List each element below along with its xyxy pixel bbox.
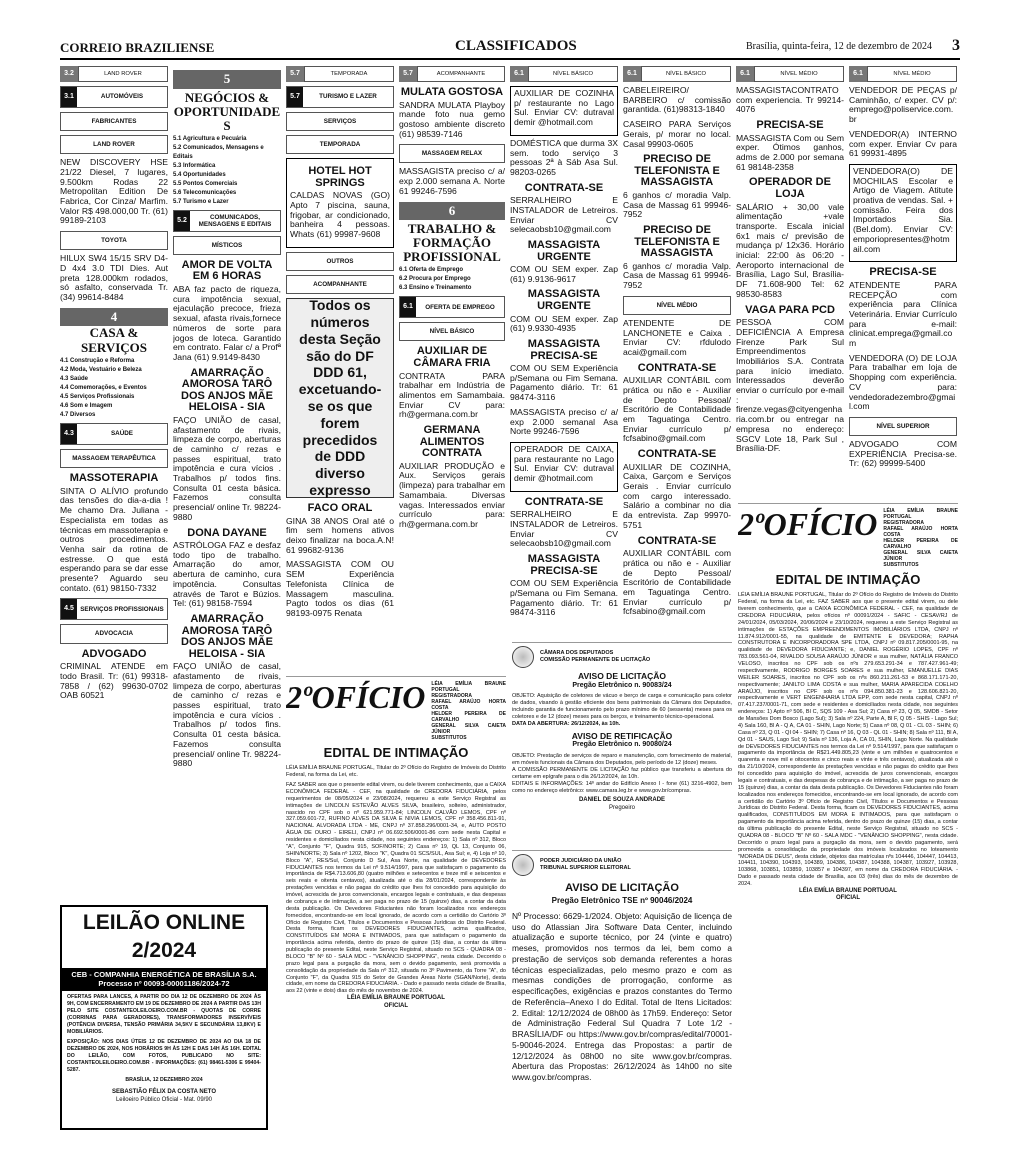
ad-heading: MASSOTERAPIA <box>69 472 159 485</box>
column-tab: 6.1 NÍVEL MÉDIO <box>849 66 957 82</box>
brasao-icon <box>512 646 534 668</box>
ad-heading: CONTRATA-SE <box>524 181 604 194</box>
column-5 <box>510 66 618 646</box>
section-automoveis: 3.1 AUTOMÓVEIS <box>60 86 168 108</box>
notice-title: AVISO DE LICITAÇÃO <box>565 882 679 894</box>
classified-ad: SERRALHEIRO E INSTALADOR de Letreiros. Enviar CV selecaobsb10@gmail.com <box>510 509 618 549</box>
column-tab: 6.1 NÍVEL BÁSICO <box>510 66 618 82</box>
ad-heading: HOTEL HOT SPRINGS <box>308 165 372 189</box>
classified-ad: MASSAGISTA COM OU SEM Experiência Telefonista Clínica de Massagem masculina. Pagto todos os dias (61 98193-0975 Renata <box>286 559 394 618</box>
boxed-ad: AUXILIAR DE COZINHA p/ restaurante no Lago Sul. Enviar CV: dutraval demir @hotmail.com <box>510 86 618 136</box>
classified-ad: NEW DISCOVERY HSE 21/22 Diesel, 7 lugares, 9.500km Rodas 22 Metropolitan Edition De Fabrica, Cor Cinza/ Marfim. Valor R$ 498.000,00 Tr. (61) 99189-2103 <box>60 157 168 226</box>
classified-ad: HILUX SW4 15/15 SRV D4-D 4x4 3.0 TDI Dies. Aut preta 128.000km rodados, só asfalto, conservada Tr. (34) 99614-8484 <box>60 253 168 303</box>
column-6 <box>623 66 731 646</box>
classified-ad: MASSAGISTA Com ou Sem exper. Ótimos ganhos, adms de 2.000 por semana 61 98148-2358 <box>736 132 844 172</box>
classified-ad: ABA faz pacto de riqueza, cura impotência sexual, ejaculação precoce, frieza sexual, afasta rivais,fornece números de sorte para jogos de loteca. Garantido em contrato. Falar c/ a Profª Jana (61) 9.9149-8430 <box>173 283 281 362</box>
classified-ad: CABELEIREIRO/ BARBEIRO c/ comissão garantida. (61)98313-1840 <box>623 85 731 115</box>
ad-heading: CONTRATA-SE <box>637 448 717 461</box>
subsection-advocacia: ADVOCACIA <box>60 624 168 643</box>
column-7 <box>736 66 844 506</box>
column-8 <box>849 66 957 506</box>
classified-ad: FAÇO UNIÃO de casal, afastamento de rivais, limpeza de corpo, aberturas de caminho c/ rezas e passes espiritual, trato impotência e cura vícios . Trabalhos p/ todos fins. Consulta 01 cesta básica. Fazemos consulta presencial/ online Tr. 98224-9880 <box>173 661 281 769</box>
classified-ad: CALDAS NOVAS (GO) Apto 7 piscina, sauna, frigobar, ar condicionado, banheira 4 pessoas. Whats (61) 99987-9608 <box>290 190 390 240</box>
boxed-ad: VENDEDORA(O) DE MOCHILAS Escolar e Artigo de Viagem. Atitute proativa de vendas. Sal. + comissão. Feira dos Importados Sia. (Bel.dom). Enviar CV: emporiopresentes@hotmail.com <box>849 164 957 262</box>
classified-ad: ATENDENTE DE LANCHONETE e Caixa . Enviar CV: rfdulodo acai@gmail.com <box>623 317 731 357</box>
ad-heading: MASSAGISTA PRECISA-SE <box>527 553 601 577</box>
boxed-ad: OPERADOR DE CAIXA, para restaurante no Lago Sul. Enviar CV: dutraval demir @hotmail.com <box>510 442 618 492</box>
classified-ad: CASEIRO PARA Serviços Gerais, p/ morar no local. Casal 99903-0605 <box>623 119 731 149</box>
category-index: 5.1 Agricultura e Pecuária 5.2 Comunicados, Mensagens e Editais 5.3 Informática 5.4 Oportunidades 5.5 Pontos Comerciais 5.6 Telecomunicações 5.7 Turismo e Lazer <box>173 135 264 205</box>
subsection-fabricantes: FABRICANTES <box>60 112 168 131</box>
classified-ad: VENDEDOR(A) INTERNO com exper. Enviar Cv para 61 99931-4895 <box>849 128 957 159</box>
classified-ad: 6 ganhos c/ moradia Valp. Casa de Massag 61 99946-7952 <box>623 260 731 291</box>
classified-ad: AUXILIAR CONTÁBIL com prática ou não e - Auxiliar de Depto Pessoal/ Escritório de Contabilidade em Taguatinga Centro. Enviar currículo p/ fcfsabino@gmail.com <box>623 375 731 444</box>
classified-ad: COM OU SEM Experiência p/Semana ou Fim Semana. Pagamento diário. Tr: 61 98474-3116 <box>510 363 618 403</box>
classified-ad: 6 ganhos c/ moradia Valp. Casa de Massag 61 99946-7952 <box>623 189 731 220</box>
ad-heading: PRECISO DE TELEFONISTA E MASSAGISTA <box>634 223 720 260</box>
notice-signature-role: OFICIAL <box>836 895 860 902</box>
ad-heading: MULATA GOSTOSA <box>400 86 504 98</box>
classified-ad: DOMÉSTICA que durma 3X sem. todo serviço 3 pessoas 2ª à Sáb Asa Sul. 98203-0265 <box>510 137 618 177</box>
column-tab: 6.1 NÍVEL BÁSICO <box>623 66 731 82</box>
classified-ad: MASSAGISTA preciso c/ a/ exp 2.000 semana A. Norte 61 99246-7596 <box>399 166 505 196</box>
registrar-list: LÉIA EMÍLIA BRAUNE PORTUGAL REGISTRADORA RAFAEL ARAÚJO HORTA COSTA HELDER PEREIRA DE CARVALHO GENERAL SILVA CAIETA JÚNIOR SUBSTITUTOS <box>883 508 958 568</box>
classified-ad: ATENDENTE PARA RECEPÇÃO com experiência para Clínica Veterinária. Enviar Currículo para e-mail: clinicat.emprega@gmail.com <box>849 279 957 349</box>
notice-title: AVISO DE LICITAÇÃO <box>578 671 666 681</box>
subsection-toyota: TOYOTA <box>60 231 168 250</box>
notice-subtitle: Pregão Eletrônico TSE nº 90046/2024 <box>551 895 693 905</box>
ad-heading: AUXILIAR DE CÂMARA FRIA <box>413 345 491 370</box>
ddd-notice: Todos os números desta Seção são do DF DDD 61, excetuando-se os que forem precedidos de DDD diverso expresso <box>286 298 394 498</box>
column-tab: 5.7 ACOMPANHANTE <box>399 66 505 82</box>
ad-heading: AMARRAÇÃO AMOROSA TARÔ DOS ANJOS MÃE HELOISA - SIA <box>181 366 273 414</box>
boxed-ad <box>286 158 394 248</box>
ad-heading: PRECISA-SE <box>869 266 937 279</box>
section-oferta-emprego: 6.1 OFERTA DE EMPREGO <box>399 296 505 318</box>
classified-ad: COM OU SEM Experiência p/Semana ou Fim Semana. Pagamento diário. Tr: 61 98474-3116 <box>510 578 618 618</box>
subsection-land-rover: LAND ROVER <box>60 135 168 154</box>
registry-logo <box>738 508 958 568</box>
auctioneer-signature: SEBASTIÃO FÉLIX DA COSTA NETO <box>111 1089 216 1096</box>
ad-heading: CONTRATA-SE <box>637 361 717 374</box>
ad-heading: CONTRATA-SE <box>637 534 717 547</box>
ad-heading: VAGA PARA PCD <box>745 303 835 316</box>
classified-ad: CRIMINAL ATENDE em todo Brasil. Tr: (61) 99318-7858 / (62) 99630-0702 OAB 60521 <box>60 661 168 701</box>
classified-ad: ADVOGADO COM EXPERIÊNCIA Precisa-se. Tr: (62) 99999-5400 <box>849 439 957 469</box>
classified-ad: MASSAGISTACONTRATO com experiencia. Tr 99214-4076 <box>736 85 844 115</box>
category-number: 5 <box>173 70 281 89</box>
ad-heading: MASSAGISTA PRECISA-SE <box>527 337 601 362</box>
cartorio-logo: 2ºOFÍCIO <box>286 679 426 715</box>
column-1 <box>60 66 168 902</box>
subsection-outros: OUTROS <box>286 252 394 271</box>
subsection-misticos: MÍSTICOS <box>173 236 281 255</box>
ad-heading: PRECISA-SE <box>756 119 824 132</box>
subsection-nivel-superior: NÍVEL SUPERIOR <box>849 417 957 436</box>
subsection-nivel-medio: NÍVEL MÉDIO <box>623 296 731 315</box>
registrar-list: LÉIA EMÍLIA BRAUNE PORTUGAL REGISTRADORA RAFAEL ARAÚJO HORTA COSTA HELDER PEREIRA DE CARVALHO GENERAL SILVA CAIETA JÚNIOR SUBSTITUTOS <box>431 681 506 741</box>
classified-ad: GINA 38 ANOS Oral até o fim sem homens ativos deixo finalizar na boca.A.N! 61 99682-9136 <box>286 515 394 555</box>
notice-subtitle: Pregão Eletrônico n. 90083/24 <box>572 681 672 689</box>
classified-ad: SINTA O ALÍVIO profundo das tensões do dia-a-dia ! Me chamo Dra. Juliana - Especialista em todas as técnicas em massoterapia e outros procedimentos. Venha sair da rotina de estresse. O que está esperando para se dar esse presente? Aguardo seu contato. (61) 98150-7332 <box>60 485 168 593</box>
ad-heading: ADVOGADO <box>81 647 147 660</box>
classified-ad: SALÁRIO + 30,00 vale alimentação +vale transporte. Escala inicial 6x1 mais c/ previsão de mudança p/ 12x36. Horário inicial: 22:00 às 06:20 - Aeroporto internacional de Brasília, Lago Sul, Brasília-DF 71.608-900 Tel: 62 98530-8583 <box>736 201 844 299</box>
column-3 <box>286 66 394 666</box>
classified-ad: COM OU SEM exper. Zap (61) 9.9136-9617 <box>510 264 618 284</box>
category-number: 6 <box>399 202 505 221</box>
ad-heading: FACO ORAL <box>307 502 373 515</box>
page-header <box>60 38 960 60</box>
issue-date: Brasília, quinta-feira, 12 de dezembro de 2024 <box>745 41 932 52</box>
category-index: 4.1 Construção e Reforma 4.2 Moda, Vestuário e Beleza 4.3 Saúde 4.4 Comemorações, e Eventos 4.5 Serviços Profissionais 4.6 Som e Imagem 4.7 Diversos <box>60 358 147 419</box>
classified-ad: CONTRATA PARA trabalhar em Indústria de alimentos em Samambaia. Enviar CV para: rh@germana.com.br <box>399 370 505 420</box>
classified-ad: AUXILIAR PRODUÇÃO e Aux. Serviços gerais (limpeza) para trabalhar em Samambaia. Diversas vagas. Interessados enviar currículo para: rh@germana.com.br <box>399 460 505 529</box>
classified-ad: VENDEDORA (O) DE LOJA Para trabalhar em loja de Shopping com experiência. CV para: vendedoradezembro@gmail.com <box>849 352 957 412</box>
section-comunicados: 5.2 COMUNICADOS, MENSAGENS E EDITAIS <box>173 210 281 232</box>
ad-heading: CONTRATA-SE <box>524 495 604 508</box>
newspaper-name: CORREIO BRAZILIENSE <box>60 40 215 55</box>
edital-intimacao-2 <box>738 503 958 1143</box>
classified-ad: VENDEDOR DE PEÇAS p/ Caminhão, c/ exper. CV p/: emprego@poliservice.com.br <box>849 85 957 125</box>
category-title: TRABALHO & FORMAÇÃO PROFISSIONAL <box>403 221 501 265</box>
tse-aviso-licitacao: PODER JUDICIÁRIO DA UNIÃO TRIBUNAL SUPERIOR ELEITORAL AVISO DE LICITAÇÃO Pregão Eletrônico TSE nº 90046/2024 Nº Processo: 6629-1/2024. Objeto: Aquisição de licença de uso do Atlassian Jira Software Data Center, incluindo atualização e suporte técnico, por 24 (vinte e quatro) meses, promovidos nos termos da lei, bem como a prestação de serviços sob demanda referentes a horas técnicas especializadas, pelo mesmo prazo e com as mesmas condições de prorrogação, conforme as especificações, exigências e prazos constantes do Termo de Referência–Anexo I do Edital. Total de Itens Licitados: 2. Edital: 12/12/2024 de 08h00 às 17h59. Endereço: Setor de Administração Federal Sul Quadra 7 Lote 1/2 - BRASÍLIA/DF ou https://www.gov.br/compras/edital/70001-5-90046-2024. Entrega das Propostas: a partir de 12/12/2024 às 08h00 no site www.gov.br/compras. Abertura das Propostas: 26/12/2024 às 14h00 no site www.gov.br/compras. <box>512 850 732 1144</box>
classified-ad: MASSAGISTA preciso c/ a/ exp 2.000 semanal Asa Norte 99246-7596 <box>510 406 618 437</box>
ad-heading: MASSAGISTA URGENTE <box>527 238 601 263</box>
classified-ad: SERRALHEIRO E INSTALADOR de Letreiros. Enviar CV selecaobsb10@gmail.com <box>510 195 618 235</box>
notice-signature-role: OFICIAL <box>384 1002 408 1009</box>
auction-title: LEILÃO ONLINE 2/2024 <box>82 911 246 963</box>
column-2 <box>173 66 281 902</box>
notice-intro: LÉIA EMÍLIA BRAUNE PORTUGAL, Titular do 2º Ofício do Registro de Imóveis do Distrito Federal, na forma da Lei, etc. <box>286 765 506 779</box>
category-title: NEGÓCIOS & OPORTUNIDADES <box>173 89 281 133</box>
notice-title: AVISO DE RETIFICAÇÃO <box>571 730 673 741</box>
ad-heading: PRECISO DE TELEFONISTA E MASSAGISTA <box>634 153 720 189</box>
classified-ad: AUXILIAR CONTÁBIL com prática ou não e - Auxiliar de Depto Pessoal/ Escritório de Contabilidade em Taguatinga Centro. Enviar currículo p/ fcfsabino@gmail.com <box>623 548 731 617</box>
edital-intimacao-1 <box>286 676 506 1144</box>
ad-heading: MASSAGISTA URGENTE <box>527 288 601 313</box>
ad-heading: GERMANA ALIMENTOS CONTRATA <box>419 424 485 460</box>
category-title: CASA & SERVIÇOS <box>80 325 147 355</box>
ad-heading: AMARRAÇÃO AMOROSA TARÔ DOS ANJOS MÃE HELOISA - SIA <box>181 613 273 660</box>
ad-heading: AMOR DE VOLTA EM 6 HORAS <box>181 258 273 283</box>
cartorio-logo: 2ºOFÍCIO <box>738 506 878 542</box>
subsection-temporada: TEMPORADA <box>286 135 394 154</box>
section-title: CLASSIFICADOS <box>455 38 577 54</box>
ad-heading: DONA DAYANE <box>187 526 267 539</box>
ad-heading: OPERADOR DE LOJA <box>749 176 831 201</box>
notice-signature: LÉIA EMÍLIA BRAUNE PORTUGAL <box>799 887 897 894</box>
category-number: 4 <box>60 308 168 327</box>
column-tab: 3.2 LAND ROVER <box>60 66 168 82</box>
classified-ad: ASTRÓLOGA FAZ e desfaz todo tipo de trabalho. Amarração do amor, abertura de caminho, cura impotência. Consultas através de Tarot e Búzios. Tel: (61) 98158-7594 <box>173 540 281 609</box>
auction-company: CEB - COMPANHIA ENERGÉTICA DE BRASÍLIA S.A. Processo nº 00093-00001186/2024-72 <box>62 968 266 992</box>
column-tab: 6.1 NÍVEL MÉDIO <box>736 66 844 82</box>
subsection-massagem: MASSAGEM TERAPÊUTICA <box>60 449 168 468</box>
notice-body: LÉIA EMÍLIA BRAUNE PORTUGAL, Titular do 2º Ofício do Registro de Imóveis do Distrito Federal, na forma da Lei, etc. FAZ SABER aos que o presente edital virem, ou dele tiverem conhecimento, que a CAIXA ECONÔMICA FEDERAL - CEF, na qualidade de CREDORA FIDUCIÁRIA, pelos ofícios nº 00091/2024 - SAFIC - CESAV/RJ de 24/01/2024, 05/03/2024, 20/06/2024 e 23/10/2024, requereu a este Serviço Registral as intimações de ESTAÇÕES EMPREENDIMENTOS IMOBILIÁRIOS LTDA, CNPJ nº 11.874.912/0001-55, na qualidade de EMITENTE E DEVEDORA; RAPHA CONSTRUTORA E INCORPORADORA SPE LTDA, CNPJ nº 09.817.205/0001-95, na qualidade de DEVEDORA FIDUCIANTE; e, DANIEL ROGÉRIO LOPES, CPF nº 783.093.561-04, RIVALDO SOUSA ARAÚJO JÚNIOR e sua mulher, NATÁLIA FRANCO VELOSO, inscritos no CPF sob os nºs 279.653.291-34 e 787.427.961-49; respectivamente, RODRIGO BORGES SOARES e sua mulher, EMANUELLE DIAS WEILER SOARES, inscritos no CPF sob os nºs 860.211.261-53 e 868.171.171-20, respectivamente; JANILTO LIMA COSTA e sua mulher, MARIA APARECIDA COELHO ARAÚJO, inscritos no CPF sob os nºs 094.850.381-23 e 128.606.821-20, respectivamente e VERT ENGENHARIA LTDA EPP, com sede nesta capital, CNPJ nº 07.417.237/0001-71, com sede e residentes e domiciliados nesta cidade, nos seguintes endereços: 1) Apto nº 506, Bl C, SQS 109 - Asa Sul; 2) Casa nº 23, Q 05, SMDB - Setor de Mansões Dom Bosco (Lago Sul); 3) Sala nº 224, Parte A, Bl F, Q 05 - SHIS - Lago Sul; 4) Sala 160, Bl A - Q A, CA 01 - SHIN, Lago Norte; 5) Casa nº 08, Q 01 - CL 03 - SHIN; 6) Casa nº 23, Q 01 - QI 04 - SHIN; 7) Casa nº 16, Q 03 - QL 01 - SHIN; 8) Sala nº 111, Bl A, Qd 01 - SAUS, Lago Sul; 9) Sala nº 136, Loja A, CA 01, SHIN, Lago Norte. Na qualidade de DEVEDORES FIDUCIANTES nos termos da Lei nº 9.514/1997, para que satisfaçam o pagamento da importância de R$21.449.805,23 (vinte e um milhões e quatrocentos e quarenta e nove mil e oitocentos e cinco reais e vinte e três centavos), atualizada até o dia 21/10/2024, correspondente às prestações vencidas e não pagas do crédito que lhes foi concedido para aquisição do imóvel, acrescida de juros convencionais, encargos legais e contratuais, e das despesas de cobrança e de intimação, a ser paga no prazo de 15 (quinze) dias, a contar da data desta publicação. Os Devedores Fiduciantes não foram localizados nos endereços fornecidos, encontrando-se em local ignorado, de acordo com a certidão do Cartório 3º Ofício de Registro Civil, Títulos e Documentos e Pessoas Jurídicas do Distrito Federal. Desta forma, ficam os DEVEDORES FIDUCIANTES, acima qualificados, CONSTITUÍDOS EM MORA E INTIMADOS, para que satisfaçam o pagamento da importância acima referida, dentro do prazo de quinze (15) dias, a contar da última publicação do presente Edital, neste Serviço Registral, situado no SCS - QUADRA 08 - BLOCO "B" Nº 60 - SALA MDC - "VENÂNCIO SHOPPING", nesta cidade. Decorrido o prazo legal para a purgação da mora, sem o devido pagamento, será promovida a consolidação da propriedade dos imóveis localizados no loteamento "MORADA DE DEUS", desta cidade, objetos das matrículas nºs 104446, 104447, 104413, 104411, 104390, 104393, 104389, 104386, 104387, 104388, 104387, 103927, 103928, 103868, 103851, 103859, 103857 e 104397, em nome da CREDORA FIDUCIÁRIA. - Dado e passado nesta cidade de Brasília, aos 03 (três) dias do mês de dezembro de 2024. <box>738 592 958 887</box>
category-index: 6.1 Oferta de Emprego 6.2 Procura por Emprego 6.3 Ensino e Treinamento <box>399 267 472 292</box>
column-tab: 5.7 TEMPORADA <box>286 66 394 82</box>
section-servicos-profissionais: 4.5 SERVIÇOS PROFISSIONAIS <box>60 598 168 620</box>
subsection-nivel-basico: NÍVEL BÁSICO <box>399 322 505 341</box>
registry-logo <box>286 681 506 741</box>
camara-aviso-licitacao: CÂMARA DOS DEPUTADOS COMISSÃO PERMANENTE DE LICITAÇÃO AVISO DE LICITAÇÃO Pregão Eletrônico n. 90083/24 OBJETO: Aquisição de coletores de vácuo e berço de carga e comunicação para coletor de dados, visando à gestão eficiente dos bens patrimoniais da Câmara dos Deputados, incluindo garantia de funcionamento pelo prazo mínimo de 60 (sessenta) meses para os coletores e de 12 (doze) meses para os berços, e treinamento técnico-operacional. DATA DA ABERTURA: 26/12/2024, às 10h. AVISO DE RETIFICAÇÃO Pregão Eletrônico n. 90080/24 OBJETO: Prestação de serviços de reparo e manutenção, com fornecimento de material, em móveis funcionais da Câmara dos Deputados, pelo período de 12 (doze) meses. A COMISSÃO PERMANENTE DE LICITAÇÃO faz público que transferiu a abertura do certame em epígrafe para o dia 26/12/2024, às 10h. EDITAIS E INFORMAÇÕES: 14º andar do Edifício Anexo I - fone (61) 3216-4902, bem como no endereço eletrônico: www.camara.leg.br e www.gov.br/compras. DANIEL DE SOUZA ANDRADE Pregoeiro <box>512 642 732 842</box>
notice-subtitle: Pregão Eletrônico n. 90080/24 <box>572 741 672 749</box>
classified-ad: AUXILIAR DE COZINHA, Caixa, Garçom e Serviços Gerais . Enviar currículo com cargo interessado. Salário a combinar no dia da entrevista. Zap 99970-5751 <box>623 461 731 530</box>
leilao-online-ad: LEILÃO ONLINE 2/2024 CEB - COMPANHIA ENERGÉTICA DE BRASÍLIA S.A. Processo nº 00093-00001186/2024-72 OFERTAS PARA LANCES, A PARTIR DO DIA 12 DE DEZEMBRO DE 2024 ÀS 9H, COM ENCERRAMENTO EM 19 DE DEZEMBRO DE 2024 A PARTIR DAS 13H PELO SITE COSTANTEOLEILOEIRO.COM.BR - QUOTAS DE CORRE (CORRINAS PARA GERADORES), TRANSFORMADORES INSERVÍVEIS (POTÊNCIA DIVERSA, TENSÃO PRIMÁRIA 34,5KV E SECUNDÁRIA 13,8KV) E MOBILIÁRIOS. EXPOSIÇÃO: NOS DIAS ÚTEIS 12 DE DEZEMBRO DE 2024 AO DIA 18 DE DEZEMBRO DE 2024, NOS HORÁRIOS 9H ÀS 12H E DAS 14H ÀS 16H. EDITAL DO LEILÃO, COM FOTOS, PUBLICADO NO SITE: COSTANTEOLEILOEIRO.COM.BR - INFORMAÇÕES: (61) 98461-5306 E 99404-5287. BRASÍLIA, 12 DEZEMBRO 2024 SEBASTIÃO FÉLIX DA COSTA NETO Leiloeiro Público Oficial - Mat. 09/90 <box>60 905 268 1130</box>
subsection-acompanhante: ACOMPANHANTE <box>286 275 394 294</box>
notice-signature: LÉIA EMÍLIA BRAUNE PORTUGAL <box>347 995 445 1002</box>
section-turismo: 5.7 TURISMO E LAZER <box>286 86 394 108</box>
classified-ad: COM OU SEM exper. Zap (61) 9.9330-4935 <box>510 313 618 334</box>
classified-ad: FAÇO UNIÃO de casal, afastamento de rivais, limpeza de corpo, aberturas de caminho c/ rezas e passes espiritual, trato impotência e cura vícios . Trabalhos p/ todos fins. Consulta 01 cesta básica. Fazemos consulta presencial/ online Tr. 98224-9880 <box>173 414 281 522</box>
notice-title: EDITAL DE INTIMAÇÃO <box>775 572 921 587</box>
notice-title: EDITAL DE INTIMAÇÃO <box>323 745 469 760</box>
subsection-servicos: SERVIÇOS <box>286 112 394 131</box>
classified-ad: SANDRA MULATA Playboy mande foto nua gemo gostoso ambiente discreto (61) 98539-7146 <box>399 99 505 139</box>
column-4 <box>399 66 505 666</box>
brasao-icon <box>512 854 534 876</box>
page-number: 3 <box>952 37 960 54</box>
subsection-massagem-relax: MASSAGEM RELAX <box>399 144 505 163</box>
section-saude: 4.3 SAÚDE <box>60 423 168 445</box>
notice-body: FAZ SABER aos que o presente edital virem, ou dele tiverem conhecimento, que a CAIXA ECONÔMICA FEDERAL - CEF, na qualidade de CREDORA FIDUCIÁRIA, pelos requerimentos de 08/05/2024 e 23/08/2024, requereu a este Serviço Registral as intimações de LINCOLN ESTEVÃO ALVES SILVA, brasileiro, solteiro, administrador, nascido no CPF sob o nº 621.959.771-84; LINCOLN CALVÃO LEMOS, CPF nº 327.059.601-72, RUFINO ALVES DA SILVA E NIVIA LEMOS, CPF nº 358.456.811-91, NACIONAL ALVORADA LTDA - ME, CNPJ nº 37.858.296/0001-34, e, AUTO POSTO ÁGUA DE OURO - EIRELI, CNPJ nº 06.692.506/0001-86 com sede nesta Capital e residentes e domiciliados nesta cidade, nos seguintes endereços: 1) Sala nº 312, Bloco "A", Conjunto "F", Quadra 915, SOF/NORTE; 2) Casa nº 19, QL 13, Conjunto 06, SHIN/NORTE; 3) Sala nº 1202, Bloco "K", Quadra 01 SCS/SUL, Asa Sul; e, 4) Loja nº 10, Bloco "A", RES/Sul, Conjunto D Sul, Asa Norte, na qualidade de DEVEDORES FIDUCIANTES nos termos da Lei nº 9.514/1997, para que satisfaçam o pagamento da importância de R$4.713.606,80 (quatro milhões e setecentos e treze mil e seiscentos e seis reais e oitenta centavos), atualizada até o dia 28/01/2024, correspondente às prestações vencidas e não pagas do crédito que lhes foi concedido para aquisição do imóvel, acrescida de juros convencionais, encargos legais e contratuais, e das despesas de cobrança e de intimação, a ser paga no prazo de 15 (quinze) dias, a contar da data desta publicação. Os Devedores Fiduciantes não foram localizados nos endereços fornecidos, encontrando-se em local ignorado, de acordo com a certidão do Cartório 3º Ofício de Registro Civil, Títulos e Documentos e Pessoas Jurídicas do Distrito Federal. Desta forma, ficam os DEVEDORES FIDUCIANTES, acima qualificados, CONSTITUÍDOS EM MORA E INTIMADOS, para que satisfaçam o pagamento da importância acima referida, dentro do prazo de quinze (15) dias, a contar da última publicação do presente Edital, neste Serviço Registral, situado no SCS - QUADRA 08 - BLOCO "B" Nº 60 - SALA MDC - "VENÂNCIO SHOPPING", nesta cidade. Decorrido o prazo legal para a purgação da mora, sem o devido pagamento, será promovida a consolidação da propriedade da Sala nº 312, situada no 3º Pavimento, da Torre "A", do Conjunto "F", da Quadra 915 do Setor de Grandes Áreas Norte (SGAN/Norte), desta cidade, em nome da CREDORA FIDUCIÁRIA. - Dado e passado nesta cidade de Brasília, aos 22 (vinte e dois) dias do mês de novembro de 2024. <box>286 782 506 995</box>
classified-ad: PESSOA COM DEFICIÊNCIA A Empresa Firenze Park Sul Empreendimentos Imobiliários S.A. Contrata para início imediato. Interessados deverão enviar o currículo por e-mail : firenze.vegas@cityengenharia.com.br ou entregar na empresa no endereço: SGCV Lote 18, Park Sul , Brasília-DF. <box>736 317 844 454</box>
